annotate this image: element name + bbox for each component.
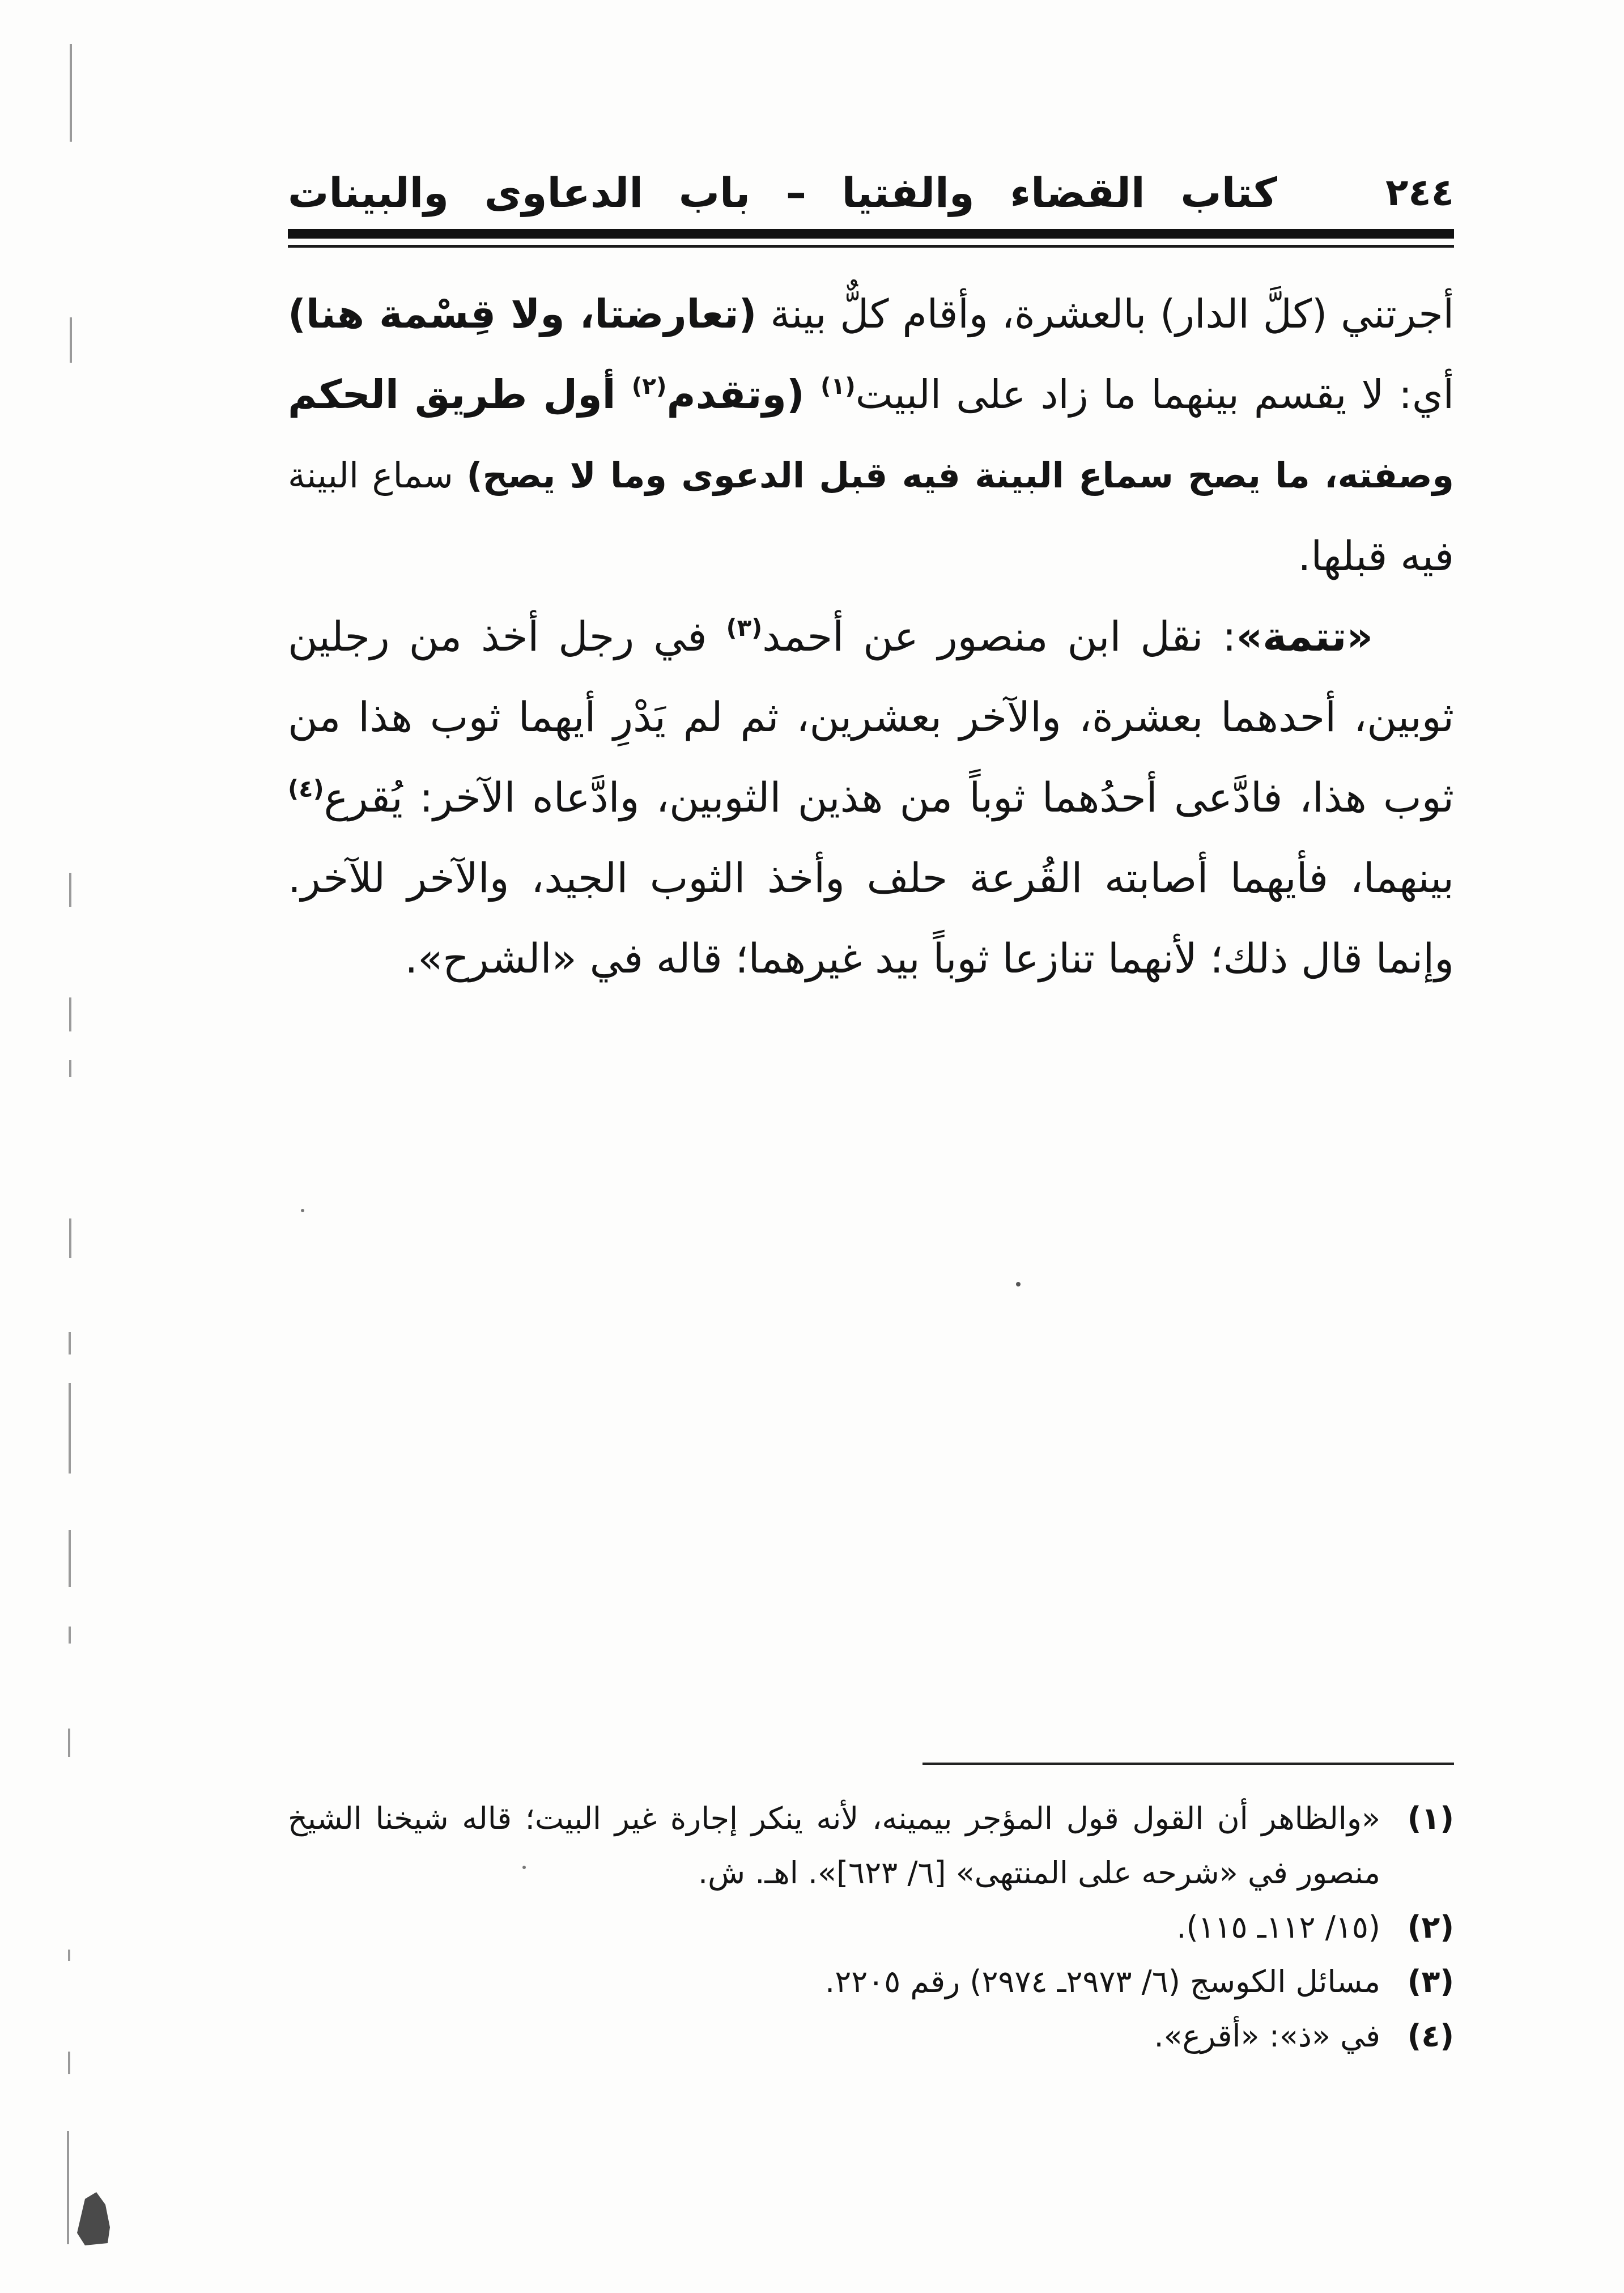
body-line bbox=[288, 516, 1454, 596]
body-line bbox=[288, 596, 1454, 677]
bold-matn-text: (وتقدم bbox=[666, 372, 821, 418]
body-line bbox=[288, 355, 1454, 435]
bold-matn-text: أول طريق الحكم bbox=[288, 372, 632, 418]
section-label: «تتمة» bbox=[1236, 613, 1373, 660]
footnote-text-line: في «ذ»: «أقرع». bbox=[1154, 2018, 1380, 2054]
bold-matn-text: وصفته، ما يصح سماع البينة فيه قبل الدعوى وما لا يصح) bbox=[466, 455, 1454, 496]
footnote-number: (٢) bbox=[1407, 1909, 1454, 1945]
scan-blot bbox=[77, 2192, 110, 2245]
footnote-number: (٣) bbox=[1407, 1964, 1454, 1999]
footnote-ref-marker: (٢) bbox=[631, 372, 667, 400]
footnote bbox=[288, 2009, 1454, 2063]
scan-margin-line bbox=[68, 44, 71, 2244]
footnote-number: (٤) bbox=[1407, 2018, 1454, 2054]
footnote-text-line: (١٥/ ١١٢ـ ١١٥). bbox=[1176, 1909, 1380, 1945]
footnote-body bbox=[288, 2009, 1380, 2063]
body-text-segment: أي: لا يقسم بينهما ما زاد على البيت bbox=[855, 372, 1454, 418]
body-text-segment: بينهما، فأيهما أصابته القُرعة حلف وأخذ الثوب الجيد، والآخر للآخر. bbox=[288, 854, 1454, 902]
running-title: كتاب القضاء والفتيا – باب الدعاوى والبينات bbox=[288, 169, 1277, 216]
footnote-text-line: مسائل الكوسج (٦/ ٢٩٧٣ـ ٢٩٧٤) رقم ٢٢٠٥. bbox=[825, 1964, 1380, 1999]
body-line bbox=[288, 677, 1454, 757]
footnote-ref-marker: (٣) bbox=[726, 614, 763, 642]
body-text-segment: وإنما قال ذلك؛ لأنهما تنازعا ثوباً بيد غيرهما؛ قاله في «الشرح». bbox=[405, 935, 1454, 982]
body-line bbox=[288, 757, 1454, 838]
footnote-ref-marker: (١) bbox=[820, 372, 856, 400]
body-text-segment: في رجل أخذ من رجلين bbox=[288, 613, 726, 660]
footnote-text-line: منصور في «شرحه على المنتهى» [٦/ ٦٢٣]». اهـ. ش. bbox=[698, 1855, 1380, 1891]
page-number: ٢٤٤ bbox=[1385, 171, 1454, 214]
body-text-segment: سماع البينة bbox=[288, 455, 467, 496]
header-rule-thin bbox=[288, 245, 1454, 248]
footnote-text-line: «والظاهر أن القول قول المؤجر بيمينه، لأنه ينكر إجارة غير البيت؛ قاله شيخنا الشيخ bbox=[288, 1801, 1380, 1836]
body-text-segment: فيه قبلها. bbox=[1298, 532, 1454, 580]
footnote bbox=[288, 1791, 1454, 1900]
footnote-number: (١) bbox=[1407, 1801, 1454, 1836]
footnote-separator bbox=[922, 1763, 1454, 1765]
body-text-segment: ثوب هذا، فادَّعى أحدُهما ثوباً من هذين الثوبين، وادَّعاه الآخر: يُقرع bbox=[324, 774, 1454, 821]
body-text-segment: أجرتني (كلَّ الدار) بالعشرة، وأقام كلٌّ بينة bbox=[756, 291, 1454, 337]
scan-speck bbox=[1016, 1282, 1021, 1286]
footnote-body bbox=[288, 1955, 1380, 2009]
bold-matn-text: (تعارضتا، ولا قِسْمة هنا) bbox=[288, 291, 757, 337]
body-text-segment: ثوبين، أحدهما بعشرة، والآخر بعشرين، ثم لم يَدْرِ أيهما ثوب هذا من bbox=[288, 693, 1454, 741]
body-line bbox=[288, 435, 1454, 516]
footnotes bbox=[288, 1791, 1454, 2063]
body-line bbox=[288, 274, 1454, 355]
footnote-body bbox=[288, 1900, 1380, 1955]
header-rule-thick bbox=[288, 229, 1454, 239]
footnote bbox=[288, 1900, 1454, 1955]
running-header bbox=[288, 163, 1454, 222]
body-line bbox=[288, 838, 1454, 918]
scan-speck bbox=[301, 1209, 304, 1212]
footnote-body bbox=[288, 1791, 1380, 1900]
footnote-ref-marker: (٤) bbox=[288, 775, 324, 803]
footnote bbox=[288, 1955, 1454, 2009]
body-text-segment: : نقل ابن منصور عن أحمد bbox=[762, 613, 1236, 660]
body-line bbox=[288, 918, 1454, 999]
main-text bbox=[288, 274, 1454, 999]
